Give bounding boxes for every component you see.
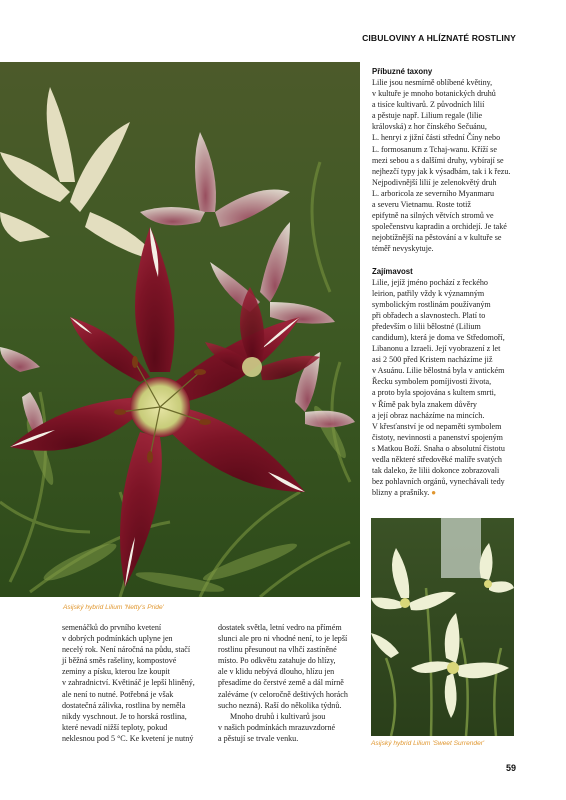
text-line: v Asuánu. Lilie bělostná byla v antickém: [372, 366, 505, 376]
text-line: v kultuře je mnoho botanických druhů: [372, 89, 496, 99]
text-line: Řecku symbolem pomíjivosti života,: [372, 377, 492, 387]
text-line: téměř nevyskytuje.: [372, 244, 434, 254]
text-line: semenáčků do prvního kvetení: [62, 623, 162, 632]
section-header: CIBULOVINY A HLÍZNATÉ ROSTLINY: [362, 33, 516, 43]
text-line: bez pohlavních orgánů, vynechávali tedy: [372, 477, 505, 487]
text-line: sucho nezná). Raší do několika týdnů.: [218, 700, 342, 710]
text-line: zaléváme (v celoročně deštivých horách: [218, 689, 348, 699]
text-line: a tisíce kultivarů. Z původních lilií: [372, 100, 485, 110]
text-line: Lilie, jejíž jméno pochází z řeckého: [372, 277, 488, 287]
body-column-2: [218, 622, 358, 744]
text-line: candidum), která je doma ve Středomoří,: [372, 332, 505, 342]
text-line: [372, 487, 518, 498]
text-line: při obřadech a slavnostech. Platí to: [372, 310, 486, 320]
text-line: s Matkou Boží. Snaha o absolutní čistotu: [372, 443, 505, 453]
text-line: a její obraz nacházíme na mincích.: [372, 410, 485, 420]
interest-heading: Zajímavost: [372, 266, 413, 276]
text-line: přesadíme do čerstvé země a dál mírně: [218, 678, 344, 688]
text-line: L. arboricola ze severního Myanmaru: [372, 188, 495, 198]
text-line: v dobrých podmínkách uplyne jen: [62, 634, 173, 644]
text-line: v Římě pak byla znakem důvěry: [372, 399, 477, 409]
text-line: místo. Po odkvětu zatahuje do hlízy,: [218, 656, 336, 666]
text-line: společenstvu kapradin a orchidejí. Je také: [372, 222, 507, 232]
text-line: především o lilii bělostné (Lilium: [372, 321, 481, 331]
text-line: mezi sebou a s dalšími druhy, vybírají se: [372, 155, 504, 165]
text-line: nikdy vyschnout. Je to horská rostlina,: [62, 711, 187, 721]
small-photo-caption: Asijský hybrid Lilium 'Sweet Surrender': [371, 740, 485, 747]
text-line: ale v klidu nebývá dlouho, hlízu jen: [218, 667, 335, 677]
page-number: 59: [505, 763, 516, 773]
text-line: které nevadí nižší teploty, pokud: [62, 722, 168, 732]
text-line: dostatečná zálivka, rostlina by neměla: [62, 700, 186, 710]
text-line: epifytně na silných větvích stromů ve: [372, 211, 494, 221]
text-line: nejobtížnější na pěstování a v kultuře se: [372, 233, 502, 243]
text-line: královská) z hor čínského Sečuánu,: [372, 122, 487, 132]
text-line: necelý rok. Není náročná na půdu, stačí: [62, 645, 191, 655]
last-line-text: blizny a prašníky.: [372, 488, 430, 498]
text-line: slunci ale pro ni vhodné není, to je lepší: [218, 634, 348, 644]
text-line: V křesťanství je od nepaměti symbolem: [372, 421, 502, 431]
text-line: a pěstují se trvale venku.: [218, 733, 299, 743]
text-line: čistoty, nevinnosti a panenství spojeným: [372, 432, 503, 442]
text-line: v našich podmínkách mrazuvzdorné: [218, 722, 336, 732]
text-line: dostatek světla, letní vedro na přímém: [218, 623, 342, 632]
body-column-1: [62, 622, 202, 744]
related-taxa-heading: Příbuzné taxony: [372, 67, 433, 76]
text-line: tak daleko, že lilii dokonce zobrazovali: [372, 466, 500, 476]
text-line: leirion, patřily vždy k významným: [372, 288, 485, 298]
text-line: rostlinu přesunout na vlhčí zastíněné: [218, 645, 337, 655]
sidebar-column: [372, 66, 518, 498]
text-line: asi 2 500 před Kristem nacházíme již: [372, 355, 493, 365]
text-line: Lilie jsou nesmírně oblíbené květiny,: [372, 78, 493, 87]
text-line: Libanonu a Izraeli. Její vyobrazení z let: [372, 344, 501, 354]
interest-text: [372, 277, 518, 499]
related-taxa-text: [372, 77, 518, 255]
text-line: Mnoho druhů i kultivarů jsou: [230, 711, 326, 721]
text-line: jí běžná směs rašeliny, kompostové: [62, 656, 177, 666]
text-line: a pěstuje např. Lilium regale (lilie: [372, 111, 483, 121]
end-mark-icon: ●: [431, 488, 437, 498]
main-photo-caption: Asijský hybrid Lilium 'Netty's Pride': [63, 604, 164, 611]
text-line: L. henryi z jižní části střední Číny nebo: [372, 133, 501, 143]
text-line: nejhezčí typy jak k výsadbám, tak i k řezu.: [372, 166, 511, 176]
text-line: ale není to nutné. Potřebná je však: [62, 689, 174, 699]
text-line: Nejpodivnější lilií je zelenokvětý druh: [372, 177, 497, 187]
text-line: v zahradnictví. Květináč je lepší hliněný,: [62, 678, 195, 688]
small-lily-photo: [371, 518, 514, 736]
text-line: vedla některé středověké malíře svatých: [372, 455, 502, 464]
text-line: zeminy a písku, kterou lze koupit: [62, 667, 170, 677]
main-lily-photo: [0, 62, 360, 597]
text-line: L. formosanum z Tchaj-wanu. Kříží se: [372, 144, 497, 154]
text-line: symbolickým rostlinám používaným: [372, 299, 491, 309]
text-line: neklesnou pod 5 °C. Ke kvetení je nutný: [62, 733, 194, 743]
text-line: a proto byla spojována s kultem smrti,: [372, 388, 496, 398]
text-line: a severu Vietnamu. Roste totiž: [372, 200, 471, 210]
